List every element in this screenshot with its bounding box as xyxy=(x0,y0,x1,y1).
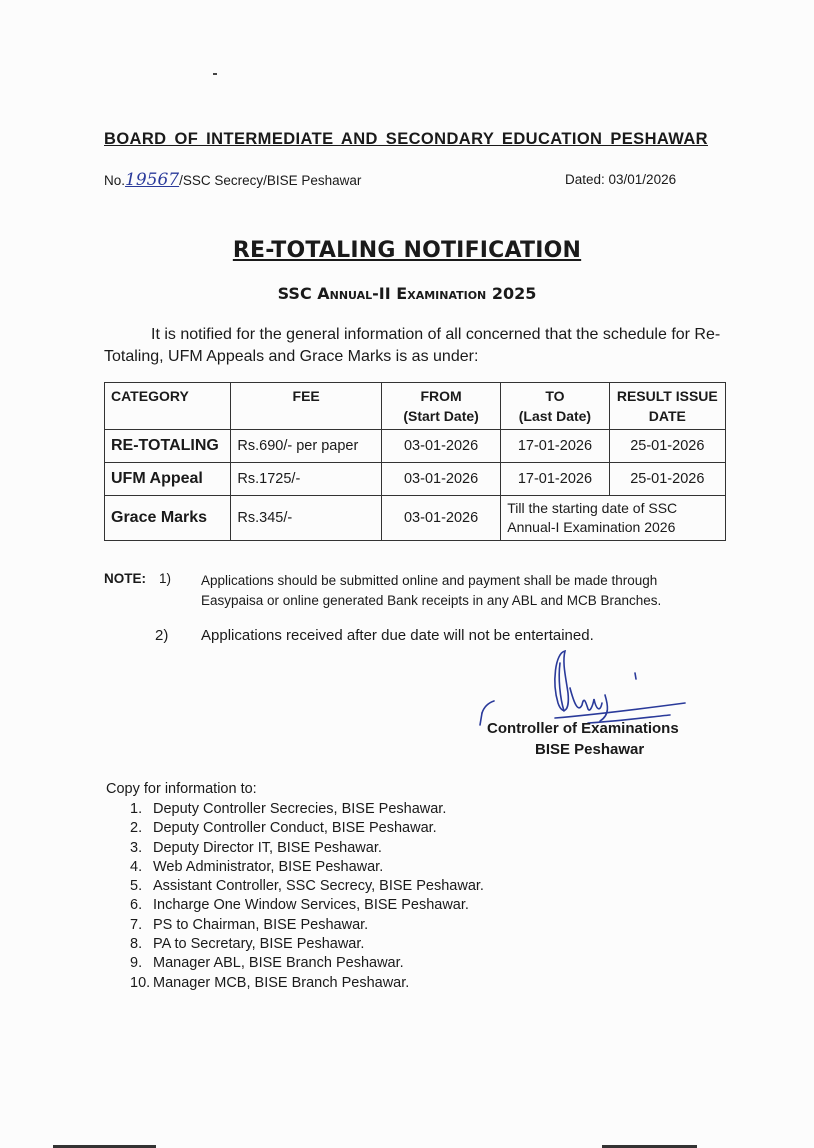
list-text: Deputy Controller Secrecies, BISE Peshawar. xyxy=(153,801,447,817)
cell-to: 17-01-2026 xyxy=(501,463,609,496)
list-number: 8. xyxy=(130,936,143,953)
list-text: PS to Chairman, BISE Peshawar. xyxy=(153,916,369,933)
scan-speck xyxy=(213,73,217,75)
cell-result: 25-01-2026 xyxy=(609,463,725,496)
list-item xyxy=(130,935,484,954)
ref-suffix: /SSC Secrecy/BISE Peshawar xyxy=(179,173,362,188)
note-text: Applications should be submitted online and payment shall be made through Easypaisa or online generated Bank receipts in any ABL and MCB Branches. xyxy=(201,573,662,608)
list-number: 5. xyxy=(130,878,143,895)
header-to-line2: (Last Date) xyxy=(518,408,592,424)
note-text: Applications received after due date will not be entertained. xyxy=(201,627,594,644)
cell-to-result-merged: Till the starting date of SSC Annual-I Examination 2026 xyxy=(501,496,726,541)
list-item xyxy=(130,800,484,819)
list-number: 1. xyxy=(130,801,143,817)
cell-fee: Rs.345/- xyxy=(231,496,381,541)
table-row xyxy=(105,430,726,463)
header-result-line2: DATE xyxy=(648,408,686,424)
header-from xyxy=(381,383,500,430)
table-header-row xyxy=(105,383,726,430)
header-category: CATEGORY xyxy=(105,383,231,430)
list-text: Manager ABL, BISE Branch Peshawar. xyxy=(153,955,404,972)
signatory-title: Controller of Examinations xyxy=(487,720,679,737)
cell-from: 03-01-2026 xyxy=(381,496,500,541)
cell-fee: Rs.690/- per paper xyxy=(231,430,381,463)
cell-fee: Rs.1725/- xyxy=(231,463,381,496)
reference-number xyxy=(104,170,361,190)
list-text: Deputy Director IT, BISE Peshawar. xyxy=(153,839,382,856)
list-number: 6. xyxy=(130,897,143,914)
note-number: 2) xyxy=(155,627,169,644)
header-to xyxy=(501,383,609,430)
list-item xyxy=(130,954,484,973)
cell-to: 17-01-2026 xyxy=(501,430,609,463)
copy-list xyxy=(130,800,484,993)
dated: Dated: 03/01/2026 xyxy=(565,172,677,187)
list-text: Web Administrator, BISE Peshawar. xyxy=(153,858,384,875)
handwritten-ref-number: 19567 xyxy=(125,170,180,190)
list-number: 10. xyxy=(130,974,151,991)
list-number: 4. xyxy=(130,858,143,875)
header-from-line2: (Start Date) xyxy=(403,408,479,424)
header-to-line1: TO xyxy=(545,388,565,404)
header-result-line1: RESULT ISSUE xyxy=(616,388,718,404)
list-item xyxy=(130,839,484,858)
list-text: PA to Secretary, BISE Peshawar. xyxy=(153,936,365,953)
list-number: 2. xyxy=(130,820,143,837)
header-from-line1: FROM xyxy=(420,388,462,404)
list-item xyxy=(130,916,484,935)
table-row xyxy=(105,496,726,541)
list-text: Assistant Controller, SSC Secrecy, BISE Peshawar. xyxy=(153,878,484,895)
schedule-table xyxy=(104,382,726,541)
list-item xyxy=(130,974,484,993)
list-text: Manager MCB, BISE Branch Peshawar. xyxy=(153,974,410,991)
table-row xyxy=(105,463,726,496)
ref-prefix: No. xyxy=(104,173,126,188)
signatory-office: BISE Peshawar xyxy=(535,741,645,758)
list-item xyxy=(130,877,484,896)
list-number: 9. xyxy=(130,955,143,972)
cell-from: 03-01-2026 xyxy=(381,463,500,496)
header-fee: FEE xyxy=(231,383,381,430)
note-label: NOTE: xyxy=(104,571,146,586)
note-number: 1) xyxy=(159,571,172,586)
cell-category: Grace Marks xyxy=(105,496,231,541)
cell-category: RE-TOTALING xyxy=(105,430,231,463)
intro-paragraph: It is notified for the general information of all concerned that the schedule for Re-Totaling, UFM Appeals and Grace Marks is as under: xyxy=(104,326,721,365)
list-text: Incharge One Window Services, BISE Peshawar. xyxy=(153,897,469,914)
list-item xyxy=(130,819,484,838)
list-item xyxy=(130,896,484,915)
copy-heading: Copy for information to: xyxy=(106,781,257,797)
cell-from: 03-01-2026 xyxy=(381,430,500,463)
list-text: Deputy Controller Conduct, BISE Peshawar. xyxy=(153,820,437,837)
list-number: 3. xyxy=(130,839,143,856)
list-item xyxy=(130,858,484,877)
list-number: 7. xyxy=(130,916,143,933)
cell-category: UFM Appeal xyxy=(105,463,231,496)
header-result xyxy=(609,383,725,430)
cell-result: 25-01-2026 xyxy=(609,430,725,463)
notification-subtitle: SSC Annual-II Examination 2025 xyxy=(277,284,537,303)
notification-title: RE-TOTALING NOTIFICATION xyxy=(232,238,582,263)
board-name: BOARD OF INTERMEDIATE AND SECONDARY EDUCATION PESHAWAR xyxy=(104,130,708,148)
